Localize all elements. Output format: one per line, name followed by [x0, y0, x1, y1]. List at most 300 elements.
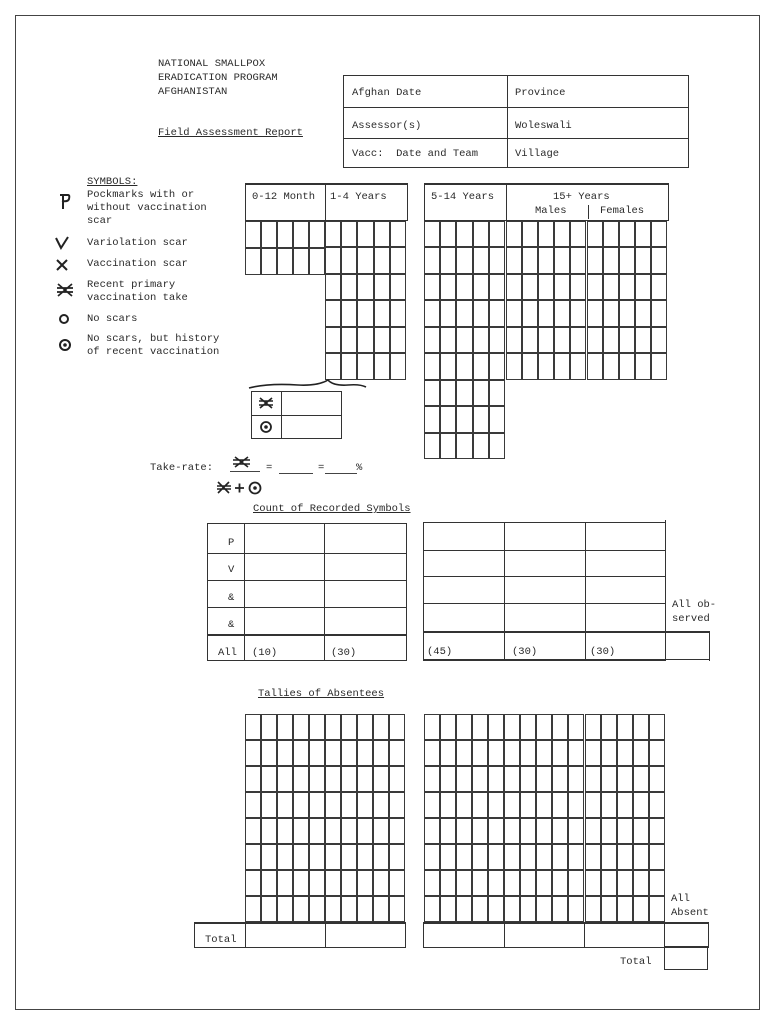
absentee-cell[interactable] — [536, 792, 552, 818]
absentee-cell[interactable] — [552, 740, 568, 766]
tally-cell-5-14[interactable] — [424, 221, 440, 248]
absentee-cell[interactable] — [504, 870, 520, 896]
tally-cell-15-plus[interactable] — [554, 300, 570, 327]
tally-cell-15-plus[interactable] — [522, 327, 538, 354]
absentee-cell[interactable] — [309, 740, 325, 766]
absentee-cell[interactable] — [601, 792, 617, 818]
tally-cell-15-plus[interactable] — [587, 327, 603, 354]
absentee-cell[interactable] — [617, 870, 633, 896]
absentee-cell[interactable] — [488, 740, 504, 766]
tally-cell-15-plus[interactable] — [603, 300, 619, 327]
tally-cell-15-plus[interactable] — [538, 221, 554, 248]
absentee-cell[interactable] — [389, 896, 405, 922]
absentee-cell[interactable] — [293, 844, 309, 870]
absentee-cell[interactable] — [440, 818, 456, 844]
absentee-cell[interactable] — [520, 844, 536, 870]
absentee-cell[interactable] — [325, 740, 341, 766]
absentee-cell[interactable] — [341, 896, 357, 922]
absentee-cell[interactable] — [456, 766, 472, 792]
tally-cell-5-14[interactable] — [489, 327, 505, 354]
absentee-cell[interactable] — [649, 870, 665, 896]
tally-cell-1-4[interactable] — [341, 247, 357, 274]
absentee-cell[interactable] — [649, 792, 665, 818]
tally-cell-15-plus[interactable] — [522, 221, 538, 248]
absentee-cell[interactable] — [245, 818, 261, 844]
tally-cell-15-plus[interactable] — [619, 221, 635, 248]
absentee-cell[interactable] — [261, 792, 277, 818]
tally-cell-15-plus[interactable] — [538, 300, 554, 327]
absentee-cell[interactable] — [472, 766, 488, 792]
tally-cell-15-plus[interactable] — [635, 274, 651, 301]
absentee-cell[interactable] — [536, 714, 552, 740]
tally-cell-1-4[interactable] — [341, 327, 357, 354]
tally-cell-5-14[interactable] — [489, 221, 505, 248]
absentee-cell[interactable] — [617, 896, 633, 922]
absentee-cell[interactable] — [440, 896, 456, 922]
tally-cell-15-plus[interactable] — [635, 327, 651, 354]
absentee-cell[interactable] — [261, 844, 277, 870]
province-field[interactable]: Province — [515, 87, 566, 99]
absentee-cell[interactable] — [568, 870, 584, 896]
absentee-cell[interactable] — [424, 870, 440, 896]
tally-cell-5-14[interactable] — [456, 274, 472, 301]
tally-cell-15-plus[interactable] — [619, 327, 635, 354]
absentee-cell[interactable] — [552, 870, 568, 896]
tally-cell-15-plus[interactable] — [635, 221, 651, 248]
tally-cell-15-plus[interactable] — [554, 353, 570, 380]
tally-cell-5-14[interactable] — [456, 433, 472, 460]
absentee-cell[interactable] — [585, 792, 601, 818]
tally-cell-15-plus[interactable] — [570, 247, 586, 274]
tally-cell-15-plus[interactable] — [538, 247, 554, 274]
tally-cell-1-4[interactable] — [374, 274, 390, 301]
tally-cell-15-plus[interactable] — [522, 247, 538, 274]
tally-cell-5-14[interactable] — [440, 380, 456, 407]
absentee-cell[interactable] — [424, 844, 440, 870]
absentee-cell[interactable] — [277, 792, 293, 818]
tally-cell-15-plus[interactable] — [506, 247, 522, 274]
absentee-cell[interactable] — [601, 844, 617, 870]
absentee-cell[interactable] — [341, 870, 357, 896]
tally-cell-15-plus[interactable] — [587, 300, 603, 327]
absentee-cell[interactable] — [389, 818, 405, 844]
absentee-cell[interactable] — [309, 844, 325, 870]
absentee-cell[interactable] — [504, 792, 520, 818]
absentee-cell[interactable] — [277, 896, 293, 922]
tally-cell-0-12[interactable] — [277, 221, 293, 248]
tally-cell-5-14[interactable] — [473, 274, 489, 301]
absentee-cell[interactable] — [357, 740, 373, 766]
tally-cell-15-plus[interactable] — [570, 300, 586, 327]
tally-cell-1-4[interactable] — [325, 247, 341, 274]
tally-cell-15-plus[interactable] — [635, 300, 651, 327]
absentee-cell[interactable] — [309, 896, 325, 922]
absentee-cell[interactable] — [504, 766, 520, 792]
absentee-cell[interactable] — [357, 818, 373, 844]
absentee-cell[interactable] — [649, 896, 665, 922]
tally-cell-1-4[interactable] — [357, 327, 373, 354]
absentee-cell[interactable] — [633, 792, 649, 818]
absentee-cell[interactable] — [601, 896, 617, 922]
absentee-cell[interactable] — [568, 896, 584, 922]
absentee-cell[interactable] — [309, 766, 325, 792]
absentee-cell[interactable] — [277, 714, 293, 740]
absentee-cell[interactable] — [357, 896, 373, 922]
tally-cell-1-4[interactable] — [374, 300, 390, 327]
tally-cell-15-plus[interactable] — [619, 274, 635, 301]
take-rate-ratio-blank[interactable] — [279, 473, 313, 474]
absentee-cell[interactable] — [424, 766, 440, 792]
absentee-cell[interactable] — [389, 844, 405, 870]
absentee-cell[interactable] — [552, 844, 568, 870]
absentee-cell[interactable] — [325, 714, 341, 740]
tally-cell-5-14[interactable] — [424, 274, 440, 301]
tally-cell-1-4[interactable] — [374, 247, 390, 274]
absentee-cell[interactable] — [617, 792, 633, 818]
absentee-cell[interactable] — [293, 766, 309, 792]
absentee-cell[interactable] — [568, 714, 584, 740]
absentee-cell[interactable] — [373, 714, 389, 740]
tally-cell-1-4[interactable] — [390, 247, 406, 274]
tally-cell-5-14[interactable] — [440, 221, 456, 248]
tally-cell-5-14[interactable] — [489, 353, 505, 380]
tally-cell-15-plus[interactable] — [651, 274, 667, 301]
absentee-cell[interactable] — [472, 740, 488, 766]
absentee-cell[interactable] — [440, 766, 456, 792]
take-count-input[interactable] — [282, 392, 341, 414]
tally-cell-15-plus[interactable] — [554, 327, 570, 354]
tally-cell-5-14[interactable] — [473, 380, 489, 407]
absentee-cell[interactable] — [325, 870, 341, 896]
absentee-cell[interactable] — [424, 896, 440, 922]
absentee-cell[interactable] — [488, 870, 504, 896]
absentee-cell[interactable] — [585, 714, 601, 740]
absentee-cell[interactable] — [309, 870, 325, 896]
tally-cell-1-4[interactable] — [357, 353, 373, 380]
tally-cell-15-plus[interactable] — [587, 274, 603, 301]
tally-cell-15-plus[interactable] — [554, 221, 570, 248]
tally-cell-5-14[interactable] — [440, 327, 456, 354]
tally-cell-15-plus[interactable] — [570, 221, 586, 248]
absentee-cell[interactable] — [341, 714, 357, 740]
absentee-cell[interactable] — [568, 792, 584, 818]
absentee-cell[interactable] — [617, 714, 633, 740]
tally-cell-5-14[interactable] — [473, 406, 489, 433]
tally-cell-5-14[interactable] — [489, 380, 505, 407]
tally-cell-1-4[interactable] — [325, 221, 341, 248]
absentee-cell[interactable] — [357, 766, 373, 792]
tally-cell-5-14[interactable] — [473, 221, 489, 248]
absentee-cell[interactable] — [488, 792, 504, 818]
tally-cell-15-plus[interactable] — [506, 327, 522, 354]
afghan-date-field[interactable]: Afghan Date — [352, 87, 422, 99]
tally-cell-0-12[interactable] — [293, 221, 309, 248]
tally-cell-15-plus[interactable] — [603, 353, 619, 380]
tally-cell-0-12[interactable] — [261, 221, 277, 248]
absentee-cell[interactable] — [520, 792, 536, 818]
absentee-cell[interactable] — [520, 818, 536, 844]
tally-cell-15-plus[interactable] — [554, 274, 570, 301]
tally-cell-1-4[interactable] — [357, 247, 373, 274]
tally-cell-0-12[interactable] — [245, 248, 261, 275]
tally-cell-15-plus[interactable] — [635, 353, 651, 380]
absentee-cell[interactable] — [293, 740, 309, 766]
absentee-cell[interactable] — [245, 740, 261, 766]
tally-cell-15-plus[interactable] — [506, 221, 522, 248]
absentee-cell[interactable] — [601, 740, 617, 766]
absentee-cell[interactable] — [536, 740, 552, 766]
absentee-cell[interactable] — [536, 818, 552, 844]
tally-cell-5-14[interactable] — [424, 247, 440, 274]
absentee-cell[interactable] — [456, 714, 472, 740]
absentee-cell[interactable] — [552, 818, 568, 844]
tally-cell-1-4[interactable] — [325, 274, 341, 301]
absentee-cell[interactable] — [649, 714, 665, 740]
tally-cell-15-plus[interactable] — [538, 274, 554, 301]
absentee-cell[interactable] — [456, 818, 472, 844]
absentee-cell[interactable] — [504, 896, 520, 922]
absentee-cell[interactable] — [373, 818, 389, 844]
absentee-cell[interactable] — [585, 740, 601, 766]
absentee-cell[interactable] — [325, 766, 341, 792]
absentee-cell[interactable] — [649, 766, 665, 792]
absentee-cell[interactable] — [536, 896, 552, 922]
absentee-cell[interactable] — [585, 818, 601, 844]
tally-cell-5-14[interactable] — [473, 327, 489, 354]
absentee-cell[interactable] — [277, 766, 293, 792]
absentee-cell[interactable] — [601, 714, 617, 740]
absentee-cell[interactable] — [440, 792, 456, 818]
absentee-cell[interactable] — [633, 844, 649, 870]
absentee-cell[interactable] — [633, 896, 649, 922]
absentee-cell[interactable] — [277, 870, 293, 896]
tally-cell-15-plus[interactable] — [603, 327, 619, 354]
absentee-cell[interactable] — [325, 844, 341, 870]
absentee-cell[interactable] — [585, 844, 601, 870]
tally-cell-5-14[interactable] — [456, 300, 472, 327]
tally-cell-0-12[interactable] — [277, 248, 293, 275]
tally-cell-0-12[interactable] — [261, 248, 277, 275]
tally-cell-5-14[interactable] — [440, 353, 456, 380]
tally-cell-5-14[interactable] — [424, 327, 440, 354]
absentee-cell[interactable] — [373, 740, 389, 766]
tally-cell-1-4[interactable] — [341, 300, 357, 327]
absentee-cell[interactable] — [520, 870, 536, 896]
absentee-cell[interactable] — [424, 818, 440, 844]
tally-cell-5-14[interactable] — [456, 247, 472, 274]
absentee-cell[interactable] — [649, 818, 665, 844]
tally-cell-5-14[interactable] — [489, 300, 505, 327]
absentee-cell[interactable] — [617, 844, 633, 870]
absentee-cell[interactable] — [568, 818, 584, 844]
absentee-cell[interactable] — [325, 818, 341, 844]
tally-cell-1-4[interactable] — [341, 353, 357, 380]
tally-cell-5-14[interactable] — [456, 380, 472, 407]
tally-cell-1-4[interactable] — [390, 353, 406, 380]
absentee-cell[interactable] — [536, 870, 552, 896]
tally-cell-15-plus[interactable] — [651, 327, 667, 354]
tally-cell-15-plus[interactable] — [570, 353, 586, 380]
absentee-cell[interactable] — [472, 818, 488, 844]
tally-cell-0-12[interactable] — [309, 248, 325, 275]
tally-cell-15-plus[interactable] — [587, 247, 603, 274]
absentee-cell[interactable] — [568, 740, 584, 766]
absentee-cell[interactable] — [245, 766, 261, 792]
take-rate-percent-blank[interactable] — [325, 473, 357, 474]
absentee-cell[interactable] — [552, 714, 568, 740]
absentee-cell[interactable] — [424, 714, 440, 740]
absentee-cell[interactable] — [472, 792, 488, 818]
tally-cell-5-14[interactable] — [440, 274, 456, 301]
absentee-cell[interactable] — [536, 766, 552, 792]
vacc-date-team-field[interactable]: Vacc: Date and Team — [352, 148, 479, 160]
absentee-cell[interactable] — [277, 740, 293, 766]
absentee-cell[interactable] — [357, 844, 373, 870]
all-observed-input[interactable] — [667, 633, 708, 658]
tally-cell-15-plus[interactable] — [538, 353, 554, 380]
absentee-cell[interactable] — [633, 766, 649, 792]
absentee-cell[interactable] — [373, 870, 389, 896]
absentee-cell[interactable] — [649, 844, 665, 870]
tally-cell-15-plus[interactable] — [651, 300, 667, 327]
tally-cell-5-14[interactable] — [489, 406, 505, 433]
tally-cell-1-4[interactable] — [357, 300, 373, 327]
tally-cell-15-plus[interactable] — [619, 300, 635, 327]
tally-cell-5-14[interactable] — [424, 353, 440, 380]
absentee-cell[interactable] — [456, 740, 472, 766]
absentee-cell[interactable] — [601, 766, 617, 792]
tally-cell-5-14[interactable] — [456, 327, 472, 354]
tally-cell-1-4[interactable] — [390, 327, 406, 354]
absentee-cell[interactable] — [341, 818, 357, 844]
absentee-cell[interactable] — [309, 818, 325, 844]
tally-cell-5-14[interactable] — [473, 300, 489, 327]
absentee-cell[interactable] — [357, 792, 373, 818]
absentee-cell[interactable] — [389, 870, 405, 896]
absentee-cell[interactable] — [488, 714, 504, 740]
tally-cell-1-4[interactable] — [390, 300, 406, 327]
absentee-cell[interactable] — [373, 766, 389, 792]
absentee-cell[interactable] — [456, 896, 472, 922]
absentee-cell[interactable] — [456, 792, 472, 818]
absentee-cell[interactable] — [293, 896, 309, 922]
tally-cell-5-14[interactable] — [440, 406, 456, 433]
tally-cell-15-plus[interactable] — [651, 221, 667, 248]
tally-cell-5-14[interactable] — [456, 221, 472, 248]
tally-cell-5-14[interactable] — [424, 433, 440, 460]
tally-cell-5-14[interactable] — [456, 353, 472, 380]
tally-cell-15-plus[interactable] — [603, 247, 619, 274]
tally-cell-15-plus[interactable] — [554, 247, 570, 274]
tally-cell-15-plus[interactable] — [603, 221, 619, 248]
absentee-cell[interactable] — [261, 870, 277, 896]
absentee-cell[interactable] — [585, 870, 601, 896]
absentee-cell[interactable] — [472, 844, 488, 870]
absentee-cell[interactable] — [293, 818, 309, 844]
absentee-cell[interactable] — [341, 740, 357, 766]
absentee-cell[interactable] — [389, 792, 405, 818]
absentee-cell[interactable] — [568, 844, 584, 870]
tally-cell-15-plus[interactable] — [570, 327, 586, 354]
tally-cell-1-4[interactable] — [325, 353, 341, 380]
absentee-cell[interactable] — [601, 818, 617, 844]
absentee-cell[interactable] — [245, 844, 261, 870]
tally-cell-15-plus[interactable] — [587, 353, 603, 380]
absentee-cell[interactable] — [633, 818, 649, 844]
absentee-cell[interactable] — [488, 844, 504, 870]
tally-cell-1-4[interactable] — [374, 221, 390, 248]
absentee-cell[interactable] — [633, 870, 649, 896]
absentee-cell[interactable] — [293, 870, 309, 896]
absentee-cell[interactable] — [617, 818, 633, 844]
tally-cell-15-plus[interactable] — [538, 327, 554, 354]
tally-cell-5-14[interactable] — [424, 300, 440, 327]
absentee-cell[interactable] — [325, 792, 341, 818]
absentee-cell[interactable] — [293, 714, 309, 740]
absentee-cell[interactable] — [357, 870, 373, 896]
tally-cell-5-14[interactable] — [456, 406, 472, 433]
absentee-cell[interactable] — [488, 896, 504, 922]
tally-cell-5-14[interactable] — [424, 380, 440, 407]
absentee-cell[interactable] — [424, 740, 440, 766]
tally-cell-5-14[interactable] — [440, 247, 456, 274]
absentee-cell[interactable] — [472, 714, 488, 740]
tally-cell-0-12[interactable] — [293, 248, 309, 275]
absentee-cell[interactable] — [424, 792, 440, 818]
tally-cell-5-14[interactable] — [473, 433, 489, 460]
absentee-cell[interactable] — [504, 740, 520, 766]
absentee-cell[interactable] — [488, 766, 504, 792]
tally-cell-1-4[interactable] — [325, 300, 341, 327]
absentee-cell[interactable] — [261, 714, 277, 740]
absentee-cell[interactable] — [552, 896, 568, 922]
absentee-cell[interactable] — [488, 818, 504, 844]
tally-cell-15-plus[interactable] — [619, 247, 635, 274]
absentee-cell[interactable] — [245, 714, 261, 740]
tally-cell-1-4[interactable] — [357, 274, 373, 301]
absentee-cell[interactable] — [520, 766, 536, 792]
assessors-field[interactable]: Assessor(s) — [352, 120, 422, 132]
absentee-cell[interactable] — [504, 818, 520, 844]
absentee-cell[interactable] — [341, 792, 357, 818]
absentee-cell[interactable] — [520, 896, 536, 922]
grand-total-box[interactable] — [664, 946, 708, 970]
absentee-cell[interactable] — [456, 870, 472, 896]
tally-cell-1-4[interactable] — [357, 221, 373, 248]
absentee-cell[interactable] — [504, 844, 520, 870]
absentee-cell[interactable] — [261, 766, 277, 792]
tally-cell-5-14[interactable] — [424, 406, 440, 433]
tally-cell-5-14[interactable] — [489, 247, 505, 274]
tally-cell-5-14[interactable] — [440, 433, 456, 460]
tally-cell-15-plus[interactable] — [635, 247, 651, 274]
absentee-cell[interactable] — [568, 766, 584, 792]
tally-cell-0-12[interactable] — [245, 221, 261, 248]
absentee-cell[interactable] — [633, 714, 649, 740]
absentee-cell[interactable] — [261, 818, 277, 844]
absentee-cell[interactable] — [472, 896, 488, 922]
tally-cell-1-4[interactable] — [341, 221, 357, 248]
absentee-cell[interactable] — [440, 870, 456, 896]
tally-cell-15-plus[interactable] — [651, 247, 667, 274]
tally-cell-15-plus[interactable] — [651, 353, 667, 380]
absentee-cell[interactable] — [520, 740, 536, 766]
absentee-cell[interactable] — [261, 740, 277, 766]
tally-cell-5-14[interactable] — [489, 274, 505, 301]
tally-cell-1-4[interactable] — [374, 353, 390, 380]
absentee-cell[interactable] — [440, 740, 456, 766]
absentee-cell[interactable] — [552, 766, 568, 792]
